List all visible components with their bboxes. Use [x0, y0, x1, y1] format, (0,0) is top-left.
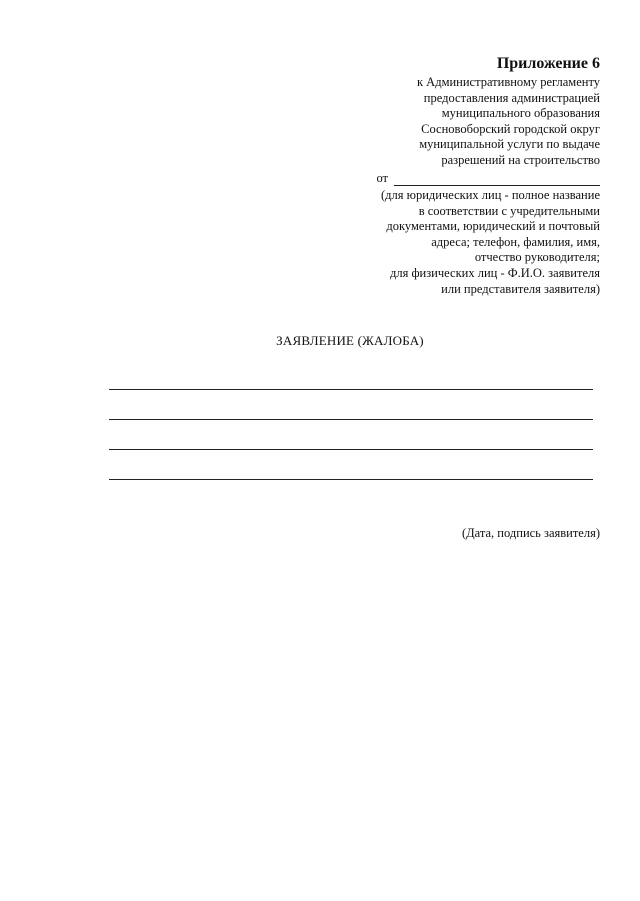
statement-title: ЗАЯВЛЕНИЕ (ЖАЛОБА): [276, 333, 424, 348]
signature-label: (Дата, подпись заявителя): [461, 526, 600, 540]
applicant-note-line: адреса; телефон, фамилия, имя,: [431, 234, 600, 249]
appendix-line: муниципальной услуги по выдаче: [419, 137, 600, 152]
applicant-note-line: (для юридических лиц - полное название: [381, 188, 600, 202]
applicant-note-line: или представителя заявителя): [441, 281, 600, 296]
appendix-line: разрешений на строительство: [441, 152, 600, 167]
applicant-block: [300, 171, 600, 297]
appendix-title: Приложение 6: [496, 55, 600, 72]
statement-blank-line[interactable]: [109, 389, 593, 390]
applicant-note-line: документами, юридический и почтовый: [386, 219, 600, 234]
applicant-note-line: отчество руководителя;: [474, 250, 600, 265]
statement-blank-line[interactable]: [109, 479, 593, 480]
appendix-line: муниципального образования: [441, 106, 600, 121]
appendix-line: Сосновоборский городской округ: [421, 121, 600, 136]
from-label: от: [376, 171, 388, 185]
statement-blank-line[interactable]: [109, 449, 593, 450]
applicant-note-line: для физических лиц - Ф.И.О. заявителя: [389, 265, 600, 280]
appendix-header: [300, 54, 600, 169]
applicant-note-line: в соответствии с учредительными: [418, 203, 600, 218]
appendix-line: предоставления администрацией: [423, 90, 600, 105]
statement-blank-line[interactable]: [109, 419, 593, 420]
appendix-line: к Административному регламенту: [416, 75, 600, 89]
applicant-blank-line[interactable]: [394, 173, 600, 186]
from-row: [300, 171, 600, 186]
